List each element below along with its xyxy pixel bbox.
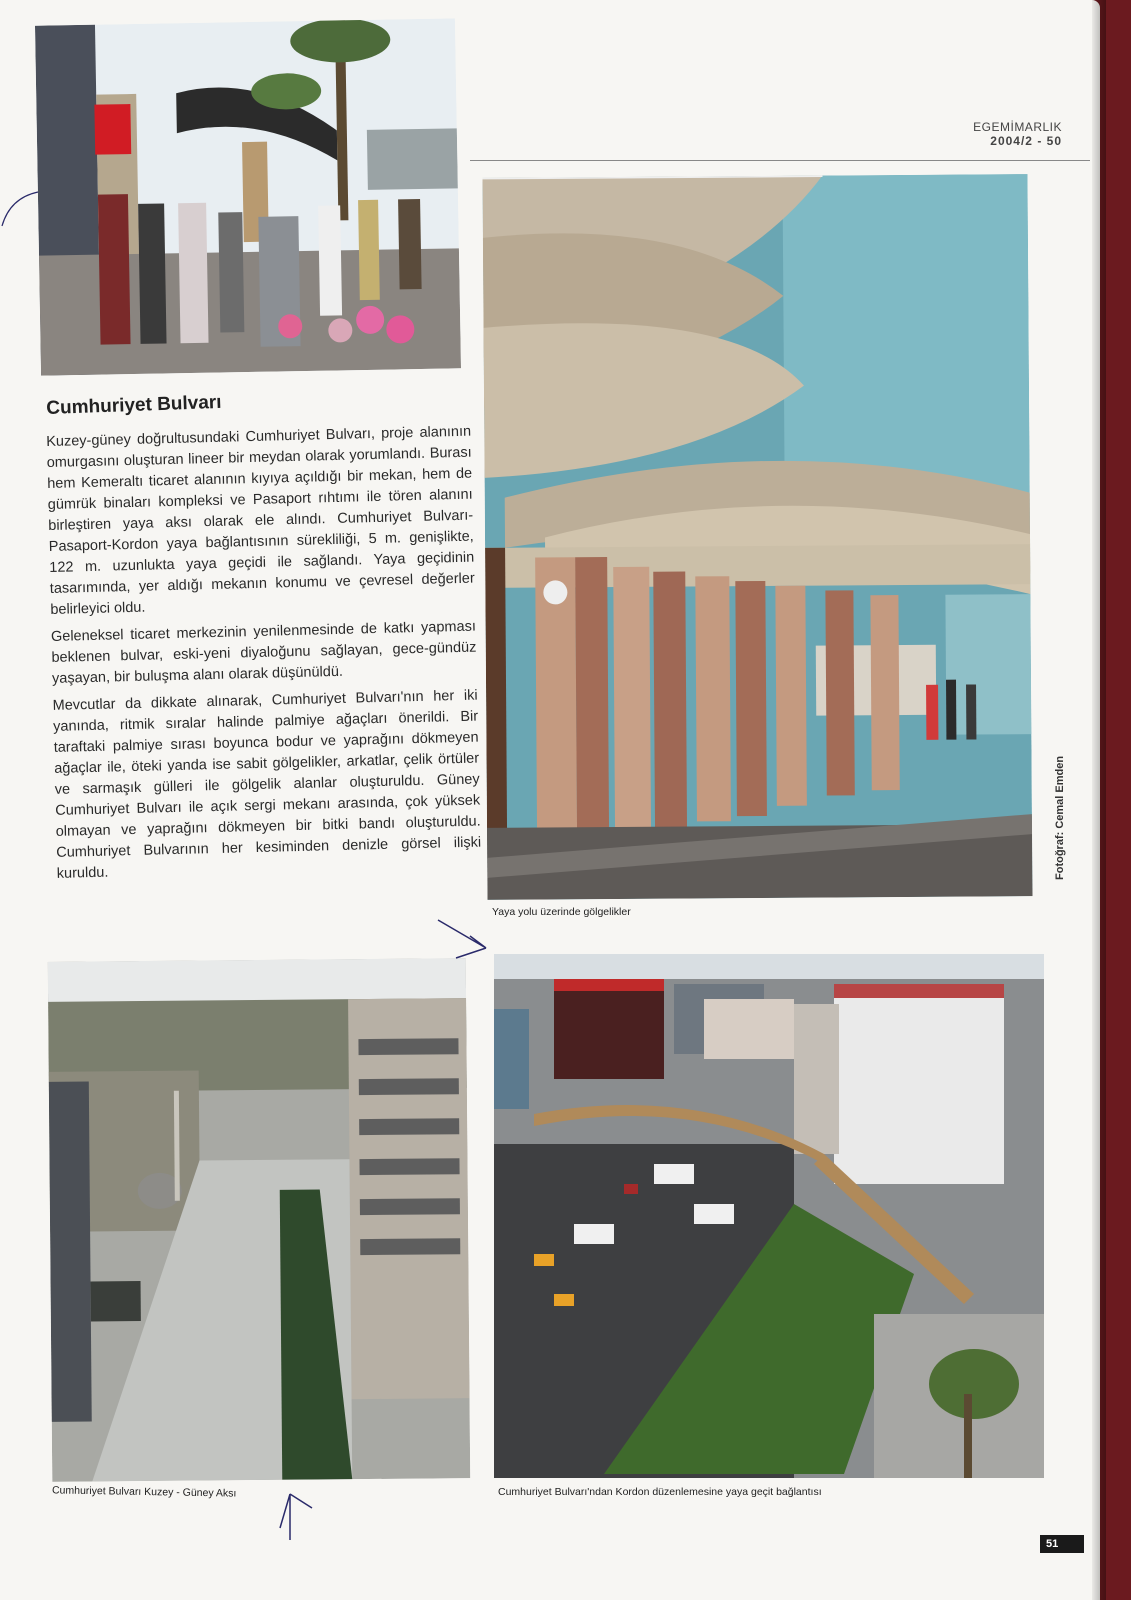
magazine-header: [942, 120, 1062, 148]
photo-credit: Fotoğraf: Cemal Emden: [1054, 755, 1066, 880]
page-number: 51: [1040, 1535, 1084, 1553]
issue-number: 2004/2 - 50: [990, 134, 1062, 148]
canopy-caption: Yaya yolu üzerinde gölgelikler: [492, 906, 631, 918]
street-market-photo: [35, 18, 461, 375]
paragraph: Geleneksel ticaret merkezinin yenilenmesinde de katkı yapması beklenen bulvar, eski-yeni diyaloğunu sağlayan, gece-gündüz yaşayan, bir buluşma alanı olarak düşünüldü.: [50, 618, 477, 687]
pen-arrow-mark: [436, 918, 496, 968]
paragraph: Mevcutlar da dikkate alınarak, Cumhuriyet Bulvarı'nın her iki yanında, ritmik sıralar halinde palmiye ağaçları önerildi. Bir taraftaki palmiye sırası boyunca bodur ve yaprağını dökmeyen ağaçlar ile, öteki yanda ise sabit gölgelikler, arkatlar, çelik örtüler ve sarmaşık gülleri ile gölgelik alanlar oluşturuldu. Güney Cumhuriyet Bulvarı ile açık sergi mekanı arasında, çok yüksek olmayan ve yaprağını dökmeyen bir bitki bandı oluşturuldu. Cumhuriyet Bulvarının her kesiminden denizle görsel ilişki kuruldu.: [52, 687, 482, 882]
article-body: [46, 422, 482, 891]
magazine-name: EGEMİMARLIK: [973, 120, 1062, 134]
header-rule: [470, 160, 1090, 161]
canopy-photo: [482, 174, 1032, 900]
pen-curve-mark: [0, 190, 40, 230]
pedestrian-bridge-photo: [494, 954, 1044, 1478]
pen-arrow-mark: [272, 1488, 322, 1544]
article-heading: Cumhuriyet Bulvarı: [46, 391, 222, 419]
bridge-caption: Cumhuriyet Bulvarı'ndan Kordon düzenlemesine yaya geçit bağlantısı: [498, 1486, 822, 1498]
boulevard-aerial-photo: [48, 958, 471, 1482]
paragraph: Kuzey-güney doğrultusundaki Cumhuriyet Bulvarı, proje alanının omurgasını oluşturan lineer bir meydan olarak yorumlandı. Burası hem Kemeraltı ticaret alanının kıyıya açıldığı bir mekan, hem de gümrük binaları kompleksi ve Pasaport rıhtımı ile tören alanını birleştiren yaya aksı olarak ele alındı. Cumhuriyet Bulvarı-Pasaport-Kordon yaya bağlantısının sürekliliği, 5 m. genişlikte, 122 m. uzunlukta yaya geçidi ile sağlandı. Yaya geçidinin tasarımında, yer aldığı mekanın konumu ve çevresel değerler belirleyici oldu.: [46, 423, 475, 618]
page-edge-shadow: [1092, 0, 1106, 1600]
boulevard-caption: Cumhuriyet Bulvarı Kuzey - Güney Aksı: [51, 1484, 237, 1500]
